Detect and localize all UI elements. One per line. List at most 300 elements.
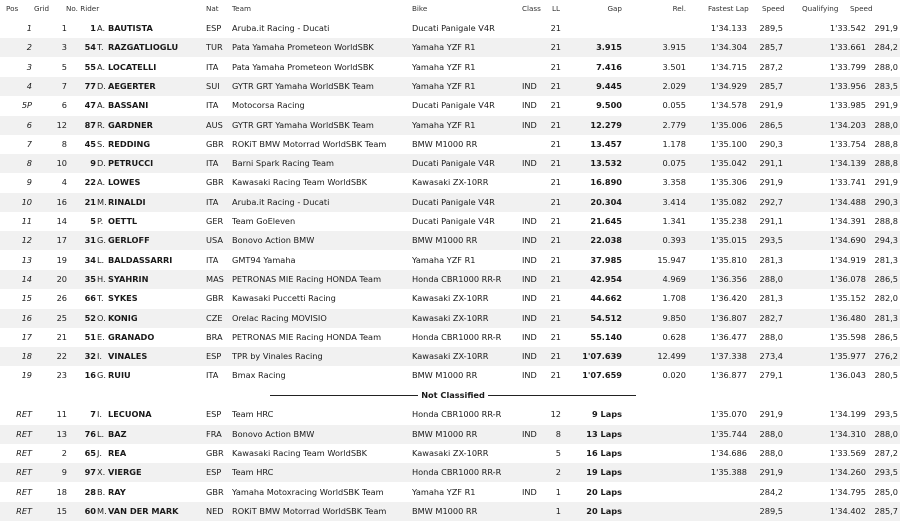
cell-laps: 21 (550, 370, 561, 380)
cell-qualifying: 1'34.260 (829, 467, 866, 477)
not-classified-divider (0, 386, 900, 405)
cell-number: 77 (84, 81, 96, 91)
cell-grid: 21 (56, 332, 67, 342)
cell-bike: BMW M1000 RR (412, 506, 478, 516)
cell-grid: 25 (56, 313, 67, 323)
table-row (0, 116, 900, 135)
cell-qualifying-speed: 286,5 (874, 274, 898, 284)
cell-number: 76 (84, 429, 96, 439)
table-row (0, 347, 900, 366)
cell-number: 60 (84, 506, 96, 516)
cell-qualifying-speed: 281,3 (874, 255, 898, 265)
cell-speed: 289,5 (759, 23, 783, 33)
cell-bike: Honda CBR1000 RR-R (412, 274, 502, 284)
cell-bike: Yamaha YZF R1 (412, 42, 476, 52)
cell-qualifying: 1'34.919 (829, 255, 866, 265)
cell-fastest-lap: 1'35.810 (710, 255, 747, 265)
cell-bike: Yamaha YZF R1 (412, 255, 476, 265)
col-rel-header: Rel. (672, 4, 686, 13)
cell-laps: 2 (555, 467, 561, 477)
cell-team: ROKiT BMW Motorrad WorldSBK Team (232, 139, 387, 149)
cell-qualifying-speed: 291,9 (874, 100, 898, 110)
cell-class: IND (522, 313, 537, 323)
cell-gap: 20 Laps (586, 506, 622, 516)
cell-pos: 6 (26, 120, 32, 130)
cell-surname: RUIU (108, 370, 131, 380)
col-speed2-header: Speed (850, 4, 873, 13)
cell-fastest-lap: 1'35.006 (710, 120, 747, 130)
cell-class: IND (522, 255, 537, 265)
cell-rel: 3.915 (662, 42, 686, 52)
cell-grid: 20 (56, 274, 67, 284)
cell-pos: RET (16, 409, 32, 419)
divider-line-right (488, 395, 636, 396)
cell-rel: 0.020 (662, 370, 686, 380)
cell-initial: T. (97, 293, 104, 303)
cell-number: 34 (84, 255, 96, 265)
cell-rel: 15.947 (657, 255, 686, 265)
cell-surname: GRANADO (108, 332, 155, 342)
cell-speed: 291,1 (759, 216, 783, 226)
col-grid-header: Grid (34, 4, 50, 13)
cell-grid: 1 (61, 23, 67, 33)
cell-speed: 282,7 (759, 313, 783, 323)
cell-laps: 21 (550, 158, 561, 168)
cell-nat: ITA (206, 370, 219, 380)
cell-gap: 1'07.639 (582, 351, 622, 361)
cell-team: GMT94 Yamaha (232, 255, 296, 265)
cell-initial: I. (97, 409, 103, 419)
cell-class: IND (522, 81, 537, 91)
cell-qualifying-speed: 293,5 (874, 409, 898, 419)
table-header (0, 2, 900, 15)
cell-laps: 21 (550, 332, 561, 342)
cell-number: 66 (84, 293, 96, 303)
cell-number: 51 (84, 332, 96, 342)
cell-pos: 15 (21, 293, 32, 303)
cell-nat: SUI (206, 81, 220, 91)
cell-team: Team HRC (232, 467, 274, 477)
cell-laps: 21 (550, 177, 561, 187)
cell-initial: D. (97, 81, 106, 91)
col-bike-header: Bike (412, 4, 428, 13)
cell-gap: 16 Laps (586, 448, 622, 458)
cell-surname: VAN DER MARK (108, 506, 179, 516)
cell-fastest-lap: 1'34.686 (710, 448, 747, 458)
cell-speed: 291,9 (759, 409, 783, 419)
cell-team: Bonovo Action BMW (232, 429, 315, 439)
cell-laps: 21 (550, 100, 561, 110)
cell-number: 22 (84, 177, 96, 187)
cell-grid: 18 (56, 487, 67, 497)
cell-gap: 21.645 (590, 216, 622, 226)
table-row (0, 38, 900, 57)
col-fastest-header: Fastest Lap (708, 4, 749, 13)
cell-fastest-lap: 1'37.338 (710, 351, 747, 361)
cell-pos: 1 (26, 23, 32, 33)
cell-pos: 14 (21, 274, 32, 284)
cell-initial: G. (97, 235, 106, 245)
col-speed1-header: Speed (762, 4, 785, 13)
cell-number: 45 (84, 139, 96, 149)
cell-speed: 287,2 (759, 62, 783, 72)
cell-bike: Kawasaki ZX-10RR (412, 448, 489, 458)
cell-grid: 13 (56, 429, 67, 439)
cell-gap: 54.512 (590, 313, 622, 323)
cell-speed: 285,7 (759, 42, 783, 52)
cell-rel: 12.499 (657, 351, 686, 361)
cell-rel: 1.178 (662, 139, 686, 149)
cell-nat: ITA (206, 100, 219, 110)
cell-initial: H. (97, 274, 106, 284)
cell-team: Kawasaki Racing Team WorldSBK (232, 448, 368, 458)
cell-nat: NED (206, 506, 224, 516)
cell-fastest-lap: 1'35.238 (710, 216, 747, 226)
cell-bike: Ducati Panigale V4R (412, 216, 495, 226)
cell-number: 55 (84, 62, 96, 72)
cell-rel: 3.501 (662, 62, 686, 72)
cell-qualifying-speed: 276,2 (874, 351, 898, 361)
cell-speed: 291,9 (759, 177, 783, 187)
cell-bike: Honda CBR1000 RR-R (412, 332, 502, 342)
cell-bike: Kawasaki ZX-10RR (412, 293, 489, 303)
cell-number: 5 (90, 216, 96, 226)
cell-qualifying: 1'34.488 (829, 197, 866, 207)
cell-qualifying-speed: 286,5 (874, 332, 898, 342)
cell-qualifying: 1'33.799 (829, 62, 866, 72)
cell-surname: BAUTISTA (108, 23, 153, 33)
table-row (0, 328, 900, 347)
cell-qualifying: 1'34.199 (829, 409, 866, 419)
cell-rel: 0.393 (662, 235, 686, 245)
cell-nat: GBR (206, 293, 224, 303)
cell-surname: SYKES (108, 293, 138, 303)
cell-class: IND (522, 293, 537, 303)
cell-number: 16 (84, 370, 96, 380)
cell-laps: 21 (550, 293, 561, 303)
cell-initial: A. (97, 62, 106, 72)
cell-nat: GBR (206, 139, 224, 149)
table-row (0, 251, 900, 270)
cell-laps: 21 (550, 81, 561, 91)
cell-pos: 12 (21, 235, 32, 245)
cell-rel: 3.358 (662, 177, 686, 187)
cell-team: PETRONAS MIE Racing HONDA Team (232, 274, 382, 284)
table-row (0, 483, 900, 502)
cell-nat: GBR (206, 448, 224, 458)
cell-qualifying-speed: 285,0 (874, 487, 898, 497)
cell-grid: 9 (61, 467, 67, 477)
cell-speed: 288,0 (759, 274, 783, 284)
cell-bike: Yamaha YZF R1 (412, 120, 476, 130)
cell-surname: RAY (108, 487, 126, 497)
cell-initial: L. (97, 255, 105, 265)
cell-grid: 3 (61, 42, 67, 52)
table-row (0, 173, 900, 192)
cell-surname: SYAHRIN (108, 274, 149, 284)
cell-surname: BASSANI (108, 100, 149, 110)
cell-qualifying-speed: 282,0 (874, 293, 898, 303)
cell-rel: 0.628 (662, 332, 686, 342)
cell-speed: 273,4 (759, 351, 783, 361)
cell-qualifying: 1'34.391 (829, 216, 866, 226)
cell-pos: 7 (26, 139, 32, 149)
cell-grid: 26 (56, 293, 67, 303)
cell-speed: 279,1 (759, 370, 783, 380)
cell-gap: 20 Laps (586, 487, 622, 497)
cell-surname: PETRUCCI (108, 158, 154, 168)
cell-pos: RET (16, 487, 32, 497)
cell-grid: 7 (61, 81, 67, 91)
cell-surname: BAZ (108, 429, 127, 439)
cell-laps: 21 (550, 235, 561, 245)
cell-fastest-lap: 1'35.070 (710, 409, 747, 419)
cell-class: IND (522, 100, 537, 110)
cell-gap: 12.279 (590, 120, 622, 130)
table-row (0, 154, 900, 173)
cell-qualifying-speed: 288,8 (874, 139, 898, 149)
cell-pos: 16 (21, 313, 32, 323)
cell-team: TPR by Vinales Racing (232, 351, 323, 361)
cell-fastest-lap: 1'35.306 (710, 177, 747, 187)
cell-surname: RAZGATLIOGLU (108, 42, 179, 52)
cell-nat: CZE (206, 313, 223, 323)
cell-grid: 8 (61, 139, 67, 149)
cell-qualifying: 1'33.569 (829, 448, 866, 458)
table-row (0, 444, 900, 463)
cell-qualifying: 1'36.043 (829, 370, 866, 380)
cell-qualifying-speed: 288,8 (874, 216, 898, 226)
cell-qualifying-speed: 288,0 (874, 62, 898, 72)
cell-team: Yamaha Motoxracing WorldSBK Team (232, 487, 384, 497)
cell-nat: GER (206, 216, 224, 226)
cell-qualifying-speed: 285,7 (874, 506, 898, 516)
cell-qualifying: 1'34.310 (829, 429, 866, 439)
cell-gap: 1'07.659 (582, 370, 622, 380)
cell-laps: 12 (550, 409, 561, 419)
cell-bike: Ducati Panigale V4R (412, 197, 495, 207)
cell-team: Team GoEleven (232, 216, 296, 226)
cell-fastest-lap: 1'35.082 (710, 197, 747, 207)
cell-number: 1 (90, 23, 96, 33)
cell-laps: 8 (555, 429, 561, 439)
cell-gap: 19 Laps (586, 467, 622, 477)
col-qualifying-header: Qualifying (802, 4, 839, 13)
table-row (0, 231, 900, 250)
table-row (0, 405, 900, 424)
cell-laps: 21 (550, 255, 561, 265)
cell-grid: 14 (56, 216, 67, 226)
cell-qualifying: 1'34.139 (829, 158, 866, 168)
cell-nat: AUS (206, 120, 223, 130)
col-team-header: Team (232, 4, 251, 13)
cell-team: GYTR GRT Yamaha WorldSBK Team (232, 81, 374, 91)
cell-gap: 3.915 (596, 42, 622, 52)
cell-bike: Yamaha YZF R1 (412, 62, 476, 72)
cell-bike: BMW M1000 RR (412, 139, 478, 149)
cell-rel: 4.969 (662, 274, 686, 284)
cell-initial: B. (97, 487, 106, 497)
cell-team: Pata Yamaha Prometeon WorldSBK (232, 42, 374, 52)
cell-fastest-lap: 1'35.100 (710, 139, 747, 149)
cell-class: IND (522, 429, 537, 439)
col-nat-header: Nat (206, 4, 219, 13)
cell-qualifying-speed: 291,9 (874, 177, 898, 187)
cell-pos: RET (16, 448, 32, 458)
cell-fastest-lap: 1'35.042 (710, 158, 747, 168)
cell-pos: 9 (26, 177, 32, 187)
cell-number: 28 (84, 487, 96, 497)
cell-rel: 0.075 (662, 158, 686, 168)
cell-surname: OETTL (108, 216, 138, 226)
cell-nat: ESP (206, 23, 222, 33)
cell-bike: BMW M1000 RR (412, 429, 478, 439)
cell-number: 35 (84, 274, 96, 284)
cell-grid: 6 (61, 100, 67, 110)
cell-speed: 288,0 (759, 448, 783, 458)
cell-qualifying: 1'33.956 (829, 81, 866, 91)
cell-nat: ESP (206, 409, 222, 419)
cell-fastest-lap: 1'34.133 (710, 23, 747, 33)
cell-initial: O. (97, 313, 106, 323)
cell-qualifying: 1'33.754 (829, 139, 866, 149)
cell-team: Kawasaki Racing Team WorldSBK (232, 177, 368, 187)
cell-fastest-lap: 1'34.929 (710, 81, 747, 91)
cell-laps: 21 (550, 139, 561, 149)
cell-team: Bonovo Action BMW (232, 235, 315, 245)
cell-fastest-lap: 1'36.477 (710, 332, 747, 342)
cell-pos: 2 (26, 42, 32, 52)
cell-pos: RET (16, 467, 32, 477)
cell-bike: Kawasaki ZX-10RR (412, 177, 489, 187)
table-row (0, 289, 900, 308)
cell-pos: 17 (21, 332, 32, 342)
cell-number: 31 (84, 235, 96, 245)
cell-surname: AEGERTER (108, 81, 156, 91)
cell-initial: J. (97, 448, 103, 458)
cell-fastest-lap: 1'35.015 (710, 235, 747, 245)
cell-laps: 1 (555, 506, 561, 516)
cell-fastest-lap: 1'36.807 (710, 313, 747, 323)
cell-nat: ITA (206, 255, 219, 265)
cell-nat: ESP (206, 351, 222, 361)
table-row (0, 463, 900, 482)
cell-grid: 16 (56, 197, 67, 207)
cell-initial: P. (97, 216, 104, 226)
table-row (0, 309, 900, 328)
cell-qualifying-speed: 287,2 (874, 448, 898, 458)
cell-gap: 13 Laps (586, 429, 622, 439)
cell-fastest-lap: 1'34.578 (710, 100, 747, 110)
cell-rel: 2.779 (662, 120, 686, 130)
cell-pos: 10 (21, 197, 32, 207)
cell-team: Bmax Racing (232, 370, 286, 380)
cell-qualifying: 1'33.542 (829, 23, 866, 33)
cell-class: IND (522, 370, 537, 380)
cell-number: 21 (84, 197, 96, 207)
cell-laps: 21 (550, 120, 561, 130)
cell-fastest-lap: 1'34.304 (710, 42, 747, 52)
cell-gap: 7.416 (596, 62, 622, 72)
cell-nat: ITA (206, 158, 219, 168)
cell-surname: KONIG (108, 313, 138, 323)
cell-speed: 291,1 (759, 158, 783, 168)
cell-number: 47 (84, 100, 96, 110)
cell-number: 54 (84, 42, 96, 52)
cell-rel: 2.029 (662, 81, 686, 91)
table-row (0, 212, 900, 231)
cell-bike: BMW M1000 RR (412, 235, 478, 245)
cell-speed: 288,0 (759, 429, 783, 439)
cell-qualifying: 1'33.985 (829, 100, 866, 110)
cell-speed: 281,3 (759, 293, 783, 303)
cell-team: Pata Yamaha Prometeon WorldSBK (232, 62, 374, 72)
cell-team: Motocorsa Racing (232, 100, 305, 110)
cell-bike: BMW M1000 RR (412, 370, 478, 380)
cell-rel: 9.850 (662, 313, 686, 323)
cell-surname: LOWES (108, 177, 141, 187)
cell-laps: 21 (550, 216, 561, 226)
cell-team: ROKiT BMW Motorrad WorldSBK Team (232, 506, 387, 516)
cell-initial: A. (97, 177, 106, 187)
cell-bike: Ducati Panigale V4R (412, 23, 495, 33)
cell-class: IND (522, 274, 537, 284)
cell-surname: VIERGE (108, 467, 142, 477)
cell-team: Aruba.it Racing - Ducati (232, 197, 330, 207)
cell-gap: 16.890 (590, 177, 622, 187)
cell-nat: GBR (206, 487, 224, 497)
not-classified-label: Not Classified (421, 390, 485, 400)
col-ll-header: LL (552, 4, 561, 13)
cell-gap: 9.500 (596, 100, 622, 110)
cell-qualifying: 1'34.690 (829, 235, 866, 245)
cell-speed: 286,5 (759, 120, 783, 130)
cell-bike: Kawasaki ZX-10RR (412, 351, 489, 361)
cell-qualifying-speed: 284,2 (874, 42, 898, 52)
cell-pos: 3 (26, 62, 32, 72)
cell-number: 32 (84, 351, 96, 361)
cell-qualifying: 1'36.480 (829, 313, 866, 323)
cell-initial: G. (97, 370, 106, 380)
cell-qualifying-speed: 293,5 (874, 467, 898, 477)
cell-grid: 10 (56, 158, 67, 168)
table-row (0, 193, 900, 212)
cell-grid: 12 (56, 120, 67, 130)
cell-speed: 281,3 (759, 255, 783, 265)
cell-speed: 285,7 (759, 81, 783, 91)
cell-number: 97 (84, 467, 96, 477)
cell-gap: 13.532 (590, 158, 622, 168)
cell-number: 7 (90, 409, 96, 419)
cell-gap: 37.985 (590, 255, 622, 265)
cell-pos: 19 (21, 370, 32, 380)
cell-grid: 4 (61, 177, 67, 187)
cell-surname: LECUONA (108, 409, 152, 419)
cell-pos: 8 (26, 158, 32, 168)
cell-qualifying-speed: 288,8 (874, 158, 898, 168)
cell-qualifying: 1'35.598 (829, 332, 866, 342)
cell-qualifying-speed: 283,5 (874, 81, 898, 91)
cell-qualifying-speed: 291,9 (874, 23, 898, 33)
cell-number: 65 (84, 448, 96, 458)
cell-speed: 291,9 (759, 467, 783, 477)
cell-gap: 20.304 (590, 197, 622, 207)
cell-nat: USA (206, 235, 223, 245)
cell-pos: 18 (21, 351, 32, 361)
cell-speed: 284,2 (759, 487, 783, 497)
cell-gap: 44.662 (590, 293, 622, 303)
cell-rel: 0.055 (662, 100, 686, 110)
